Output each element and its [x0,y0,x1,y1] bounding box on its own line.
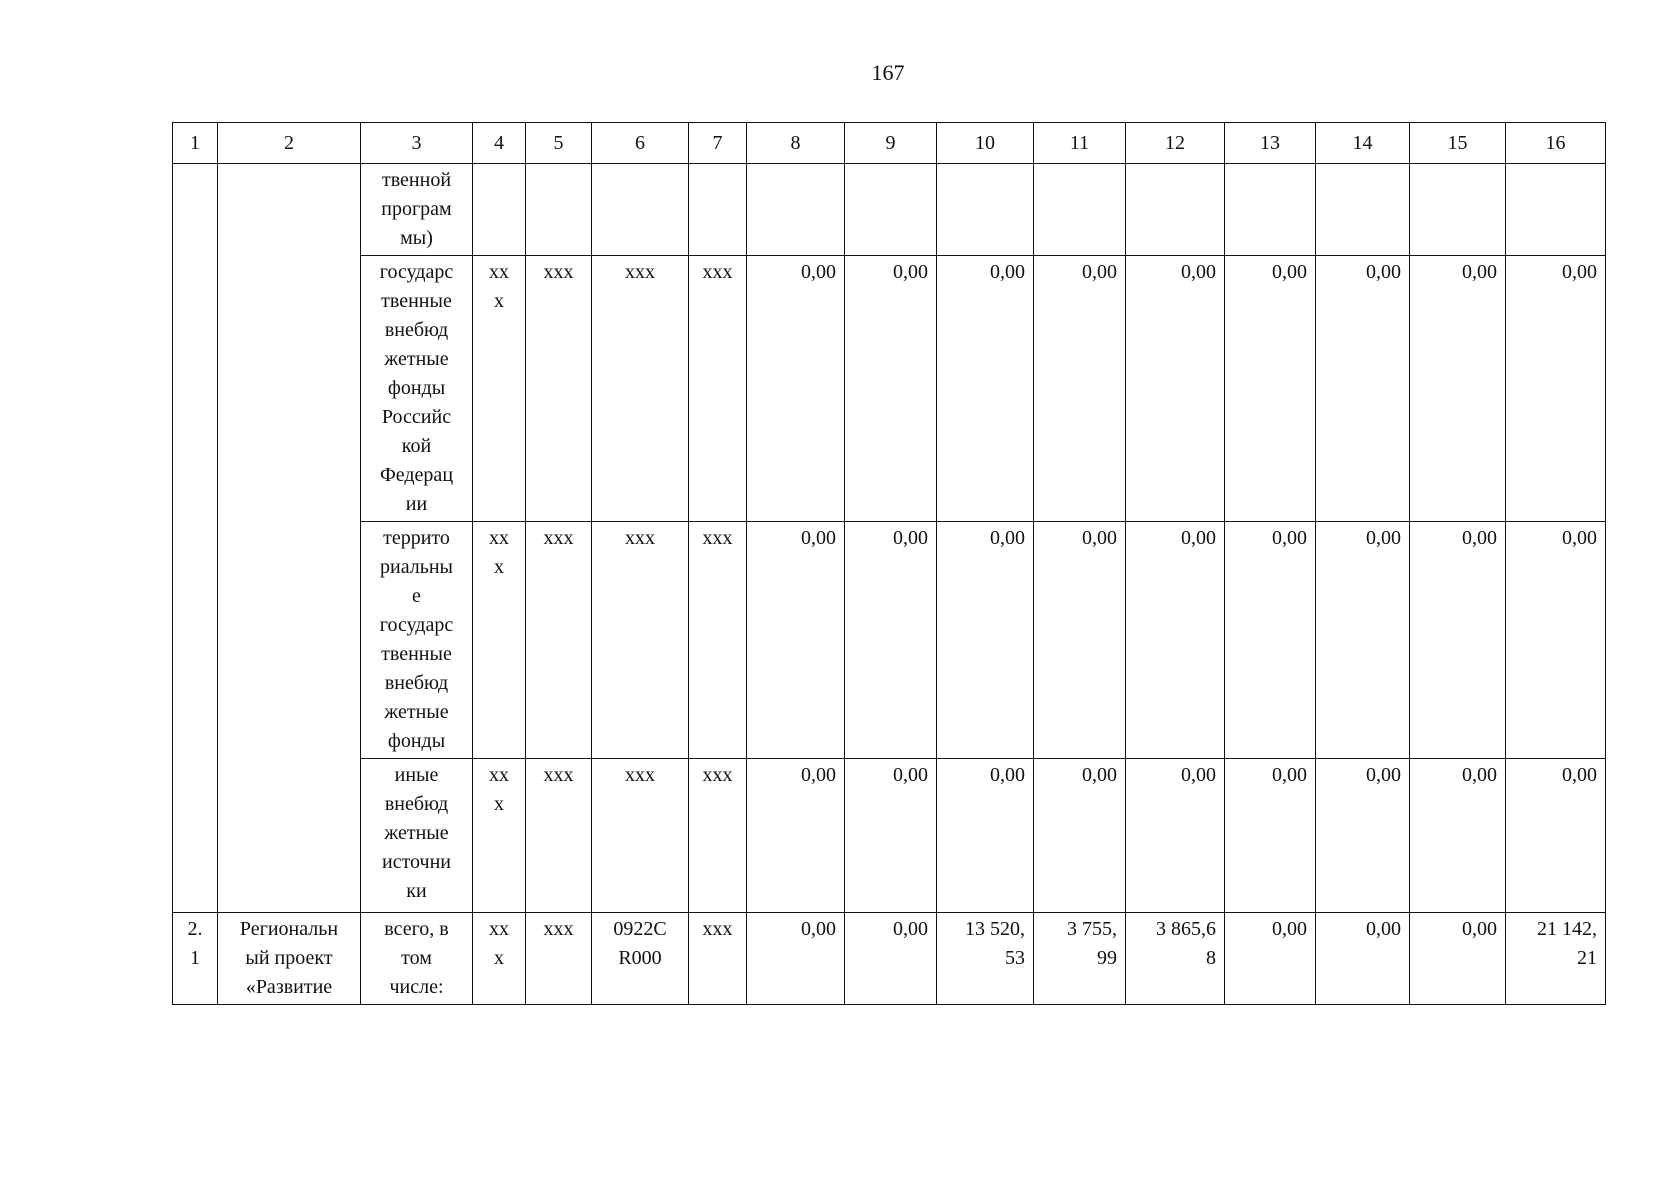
cell-text-line: 0,00 [1082,261,1117,283]
amount-cell [747,522,845,759]
table-row [173,522,1606,759]
cell-text-line: 0,00 [893,764,928,786]
amount-cell [845,759,937,913]
cell-text-line: програм [381,198,452,220]
cell-text-line: террито [383,527,450,549]
amount-cell [747,759,845,913]
amount-cell [1126,913,1225,1005]
cell-text-line: х [494,793,504,815]
table-row [173,759,1606,913]
amount-cell [1506,913,1606,1005]
code-col7-cell [689,522,747,759]
cell-text-line: том [401,947,432,969]
cell-text-line: 0,00 [990,261,1025,283]
cell-text-line: 0,00 [1366,261,1401,283]
cell-text-line: 0,00 [990,527,1025,549]
cell-text-line: 1 [190,947,200,969]
code-col5-cell [526,522,592,759]
cell-text-line: внебюд [384,319,449,341]
cell-text-line: 53 [1005,947,1025,969]
cell-text-line: Российс [381,406,452,428]
cell-text-line: 21 [1577,947,1597,969]
cell-text-line: х [494,290,504,312]
cell-text-line: 0,00 [893,527,928,549]
cell-text-line: числе: [389,976,444,998]
cell-text-line: е [412,585,421,607]
amount-cell [1506,256,1606,522]
cell-text-line: 0,00 [1181,261,1216,283]
cell-text-line: хх [489,527,509,549]
cell-text-line: жетные [384,701,449,723]
code-col5-cell [526,164,592,256]
cell-text-line: 0,00 [1562,261,1597,283]
amount-cell [1034,913,1126,1005]
amount-cell [1034,759,1126,913]
cell-text-line: 0,00 [1462,527,1497,549]
code-col4-cell [473,759,526,913]
budget-table [172,122,1606,1005]
cell-text-line: внебюд [384,793,449,815]
cell-text-line: 0922С [613,918,667,940]
amount-cell [845,164,937,256]
header-cell-15: 15 [1410,123,1506,164]
cell-text-line: х [494,947,504,969]
header-cell-16: 16 [1506,123,1606,164]
code-col5-cell [526,913,592,1005]
program-name-cell [218,164,361,913]
cell-text-line: 0,00 [1272,527,1307,549]
header-cell-5: 5 [526,123,592,164]
cell-text-line: ххх [543,764,574,786]
amount-cell [1126,522,1225,759]
code-col7-cell [689,913,747,1005]
cell-text-line: ххх [702,261,733,283]
cell-text-line: хх [489,261,509,283]
cell-text-line: твенные [381,290,452,312]
amount-cell [1225,913,1316,1005]
amount-cell [937,164,1034,256]
cell-text-line: 0,00 [1462,261,1497,283]
amount-cell [1126,256,1225,522]
amount-cell [937,256,1034,522]
cell-text-line: государс [379,614,454,636]
amount-cell [1316,522,1410,759]
cell-text-line: ый проект [245,947,333,969]
table-body [173,123,1606,1005]
cell-text-line: 0,00 [893,261,928,283]
cell-text-line: 0,00 [1366,527,1401,549]
amount-cell [1126,164,1225,256]
amount-cell [937,913,1034,1005]
cell-text-line: всего, в [384,918,449,940]
cell-text-line: ии [405,493,428,515]
amount-cell [1225,164,1316,256]
code-col7-cell [689,759,747,913]
funding-source-cell [361,256,473,522]
cell-text-line: 0,00 [801,764,836,786]
header-cell-3: 3 [361,123,473,164]
cell-text-line: 2. [187,918,203,940]
amount-cell [1506,759,1606,913]
cell-text-line: ххх [702,918,733,940]
amount-cell [1126,759,1225,913]
cell-text-line: 3 865,6 [1156,918,1216,940]
cell-text-line: твенной [381,169,452,191]
cell-text-line: ки [406,880,427,902]
cell-text-line: 0,00 [1462,764,1497,786]
cell-text-line: ххх [543,527,574,549]
cell-text-line: 0,00 [801,918,836,940]
cell-text-line: «Развитие [245,976,333,998]
amount-cell [1316,913,1410,1005]
cell-text-line: государс [379,261,454,283]
header-cell-11: 11 [1034,123,1126,164]
funding-source-cell [361,164,473,256]
cell-text-line: 0,00 [1366,764,1401,786]
cell-text-line: мы) [400,227,433,249]
amount-cell [1506,164,1606,256]
amount-cell [1410,913,1506,1005]
amount-cell [1225,256,1316,522]
cell-text-line: 0,00 [1181,764,1216,786]
code-col4-cell [473,913,526,1005]
table-row-regional-project [173,913,1606,1005]
cell-text-line: хх [489,764,509,786]
cell-text-line: фонды [387,730,446,752]
cell-text-line: 0,00 [801,527,836,549]
program-name-cell [218,913,361,1005]
cell-text-line: хх [489,918,509,940]
code-col6-cell [592,164,689,256]
amount-cell [1225,522,1316,759]
amount-cell [937,522,1034,759]
code-col7-cell [689,256,747,522]
amount-cell [747,256,845,522]
amount-cell [845,256,937,522]
amount-cell [845,522,937,759]
cell-text-line: ххх [625,764,655,786]
cell-text-line: 3 755, [1067,918,1117,940]
cell-text-line: источни [381,851,451,873]
code-col6-cell [592,256,689,522]
cell-text-line: ххх [625,527,655,549]
amount-cell [1034,522,1126,759]
cell-text-line: ххх [543,261,574,283]
header-cell-9: 9 [845,123,937,164]
cell-text-line: 0,00 [1562,527,1597,549]
header-cell-14: 14 [1316,123,1410,164]
amount-cell [1316,164,1410,256]
header-cell-1: 1 [173,123,218,164]
code-col5-cell [526,759,592,913]
table-row [173,256,1606,522]
code-col5-cell [526,256,592,522]
cell-text-line: ххх [625,261,655,283]
header-cell-6: 6 [592,123,689,164]
amount-cell [1034,164,1126,256]
cell-text-line: 0,00 [801,261,836,283]
header-cell-10: 10 [937,123,1034,164]
amount-cell [1410,759,1506,913]
cell-text-line: фонды [387,377,446,399]
amount-cell [1410,164,1506,256]
cell-text-line: кой [401,435,432,457]
cell-text-line: 21 142, [1537,918,1597,940]
code-col4-cell [473,522,526,759]
amount-cell [937,759,1034,913]
cell-text-line: 0,00 [893,918,928,940]
row-number-cell [173,913,218,1005]
header-cell-12: 12 [1126,123,1225,164]
funding-source-cell [361,913,473,1005]
cell-text-line: ххх [702,527,733,549]
cell-text-line: ххх [543,918,574,940]
amount-cell [1316,256,1410,522]
cell-text-line: 0,00 [1366,918,1401,940]
cell-text-line: 0,00 [990,764,1025,786]
header-cell-8: 8 [747,123,845,164]
amount-cell [747,164,845,256]
code-col6-cell [592,759,689,913]
header-cell-2: 2 [218,123,361,164]
cell-text-line: твенные [381,643,452,665]
amount-cell [1034,256,1126,522]
code-col4-cell [473,256,526,522]
cell-text-line: 0,00 [1272,918,1307,940]
code-col6-cell [592,913,689,1005]
cell-text-line: 0,00 [1562,764,1597,786]
amount-cell [1316,759,1410,913]
cell-text-line: 8 [1206,947,1216,969]
cell-text-line: 0,00 [1462,918,1497,940]
cell-text-line: 0,00 [1082,764,1117,786]
table-row [173,164,1606,256]
cell-text-line: риальны [380,556,453,578]
header-cell-13: 13 [1225,123,1316,164]
cell-text-line: 13 520, [965,918,1025,940]
funding-source-cell [361,522,473,759]
cell-text-line: жетные [384,822,449,844]
amount-cell [1410,522,1506,759]
cell-text-line: 99 [1097,947,1117,969]
cell-text-line: х [494,556,504,578]
page-number: 167 [871,60,905,85]
cell-text-line: иные [394,764,439,786]
header-row [173,123,1606,164]
amount-cell [747,913,845,1005]
amount-cell [1225,759,1316,913]
cell-text-line: Региональн [239,918,339,940]
row-number-cell [173,164,218,913]
cell-text-line: 0,00 [1272,764,1307,786]
amount-cell [1410,256,1506,522]
header-cell-4: 4 [473,123,526,164]
code-col4-cell [473,164,526,256]
cell-text-line: жетные [384,348,449,370]
cell-text-line: ххх [702,764,733,786]
cell-text-line: внебюд [384,672,449,694]
cell-text-line: 0,00 [1082,527,1117,549]
cell-text-line: R000 [618,947,662,969]
header-cell-7: 7 [689,123,747,164]
cell-text-line: 0,00 [1272,261,1307,283]
funding-source-cell [361,759,473,913]
amount-cell [1506,522,1606,759]
cell-text-line: Федерац [379,464,454,486]
code-col6-cell [592,522,689,759]
cell-text-line: 0,00 [1181,527,1216,549]
amount-cell [845,913,937,1005]
code-col7-cell [689,164,747,256]
